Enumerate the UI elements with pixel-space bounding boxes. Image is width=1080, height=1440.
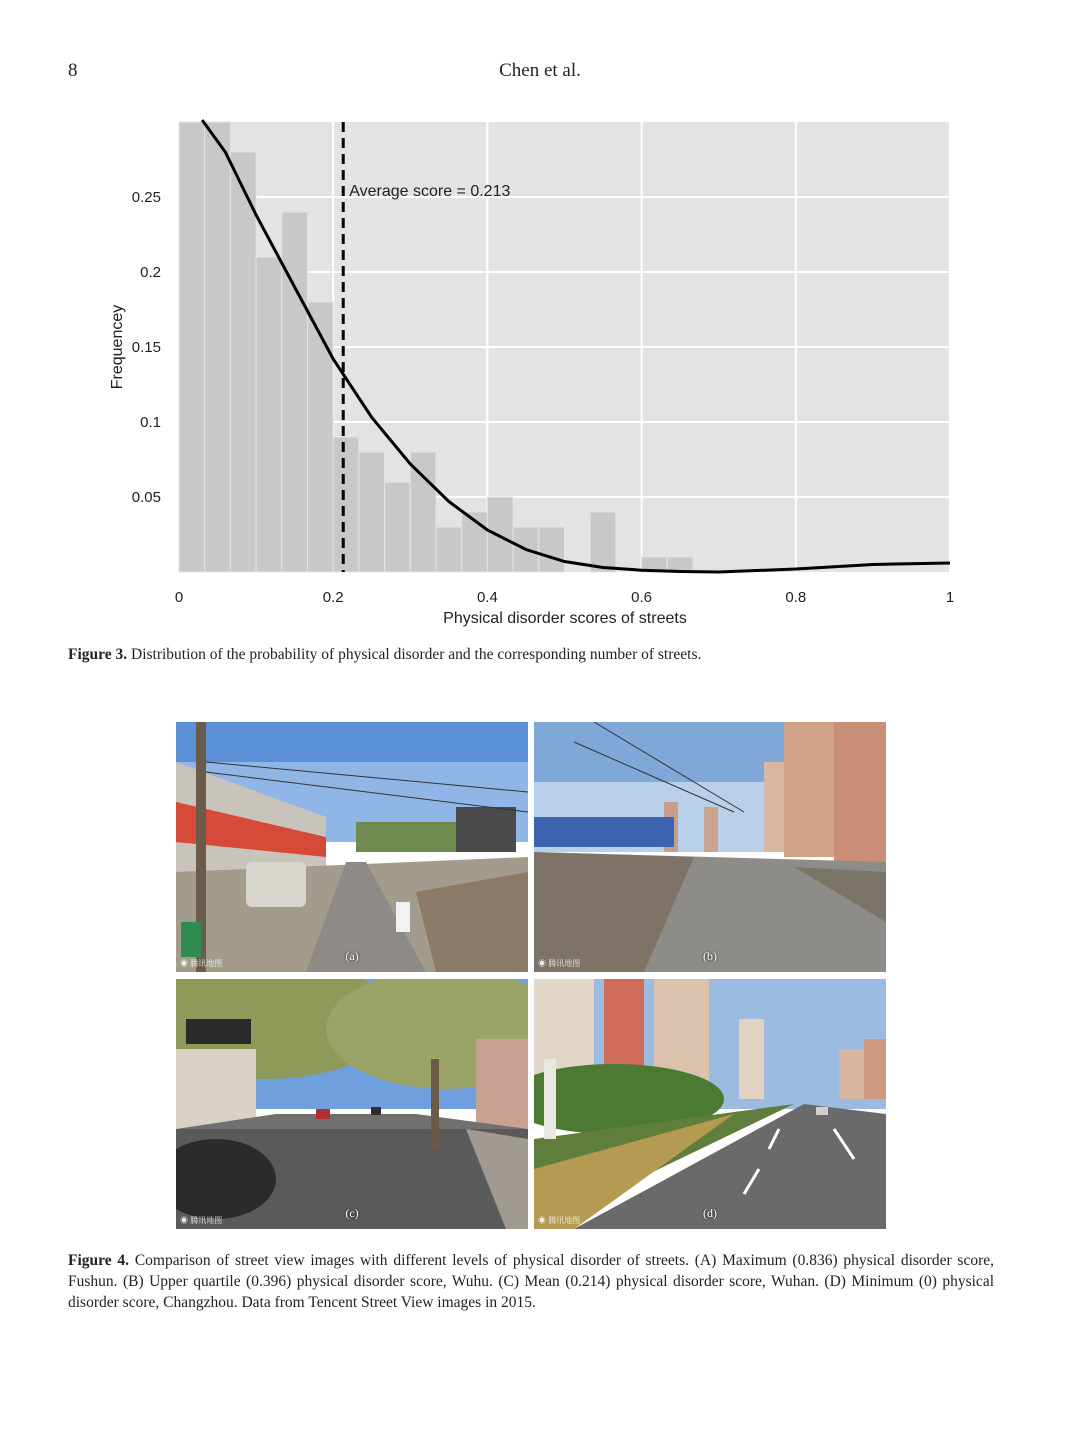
- histogram-bar: [282, 212, 308, 572]
- figure3-chart: [0, 0, 1080, 640]
- page-number: 8: [68, 60, 78, 81]
- histogram-bar: [590, 512, 616, 572]
- histogram-bar: [359, 452, 385, 572]
- x-tick-label: 0.6: [631, 589, 653, 606]
- x-tick-label: 0.2: [322, 589, 344, 606]
- street-photo-b: [534, 722, 886, 972]
- photo-label-b: (b): [703, 949, 717, 963]
- figure4-caption: [68, 1250, 994, 1313]
- street-photo-c: [176, 979, 528, 1229]
- histogram-bar: [308, 302, 334, 572]
- histogram-bar: [385, 482, 411, 572]
- running-head: Chen et al.: [499, 60, 581, 81]
- histogram-bar: [333, 437, 359, 572]
- histogram-bar: [205, 122, 231, 572]
- y-tick-label: 0.1: [140, 414, 161, 431]
- histogram-bar: [230, 152, 256, 572]
- photo-label-c: (c): [345, 1206, 359, 1220]
- x-tick-label: 0.4: [476, 589, 498, 606]
- watermark-icon: ◉ 腾讯地图: [180, 1216, 223, 1225]
- photo-label-d: (d): [703, 1206, 717, 1220]
- street-photo-a: [176, 722, 528, 972]
- histogram-bar: [539, 527, 565, 572]
- figure3-caption: [68, 644, 994, 665]
- y-axis-label: Frequencey: [109, 304, 126, 390]
- average-score-label: Average score = 0.213: [349, 183, 511, 200]
- histogram-bar: [256, 257, 282, 572]
- watermark-icon: ◉ 腾讯地图: [180, 959, 223, 968]
- histogram-bar: [487, 497, 513, 572]
- y-tick-label: 0.15: [131, 339, 161, 356]
- y-tick-label: 0.25: [131, 189, 161, 206]
- watermark-icon: ◉ 腾讯地图: [538, 1216, 581, 1225]
- histogram-bar: [436, 527, 462, 572]
- histogram-bar: [410, 452, 436, 572]
- histogram-bar: [179, 122, 205, 572]
- figure4-caption-text: Comparison of street view images with different levels of physical disorder of streets. (A) Maximum (0.836) physical disorder score, Fushun. (B) Upper quartile (0.396) physical disorder score, Wuhu. (C) Mean (0.214) physical disorder score, Wuhan. (D) Minimum (0) physical disorder score, Changzhou. Data from Tencent Street View images in 2015.: [68, 1252, 994, 1311]
- x-tick-label: 1: [945, 589, 955, 606]
- photo-label-a: (a): [345, 949, 359, 963]
- y-tick-label: 0.2: [140, 264, 161, 281]
- figure4-caption-label: Figure 4.: [68, 1252, 130, 1269]
- watermark-icon: ◉ 腾讯地图: [538, 959, 581, 968]
- x-tick-label: 0.8: [785, 589, 807, 606]
- figure3-caption-label: Figure 3.: [68, 646, 128, 663]
- figure3-caption-text: Distribution of the probability of physical disorder and the corresponding number of streets.: [131, 646, 702, 663]
- x-axis-label: Physical disorder scores of streets: [443, 610, 687, 627]
- y-tick-label: 0.05: [131, 489, 161, 506]
- x-tick-label: 0: [174, 589, 184, 606]
- street-photo-d: [534, 979, 886, 1229]
- figure4-photo-grid: [176, 722, 888, 1230]
